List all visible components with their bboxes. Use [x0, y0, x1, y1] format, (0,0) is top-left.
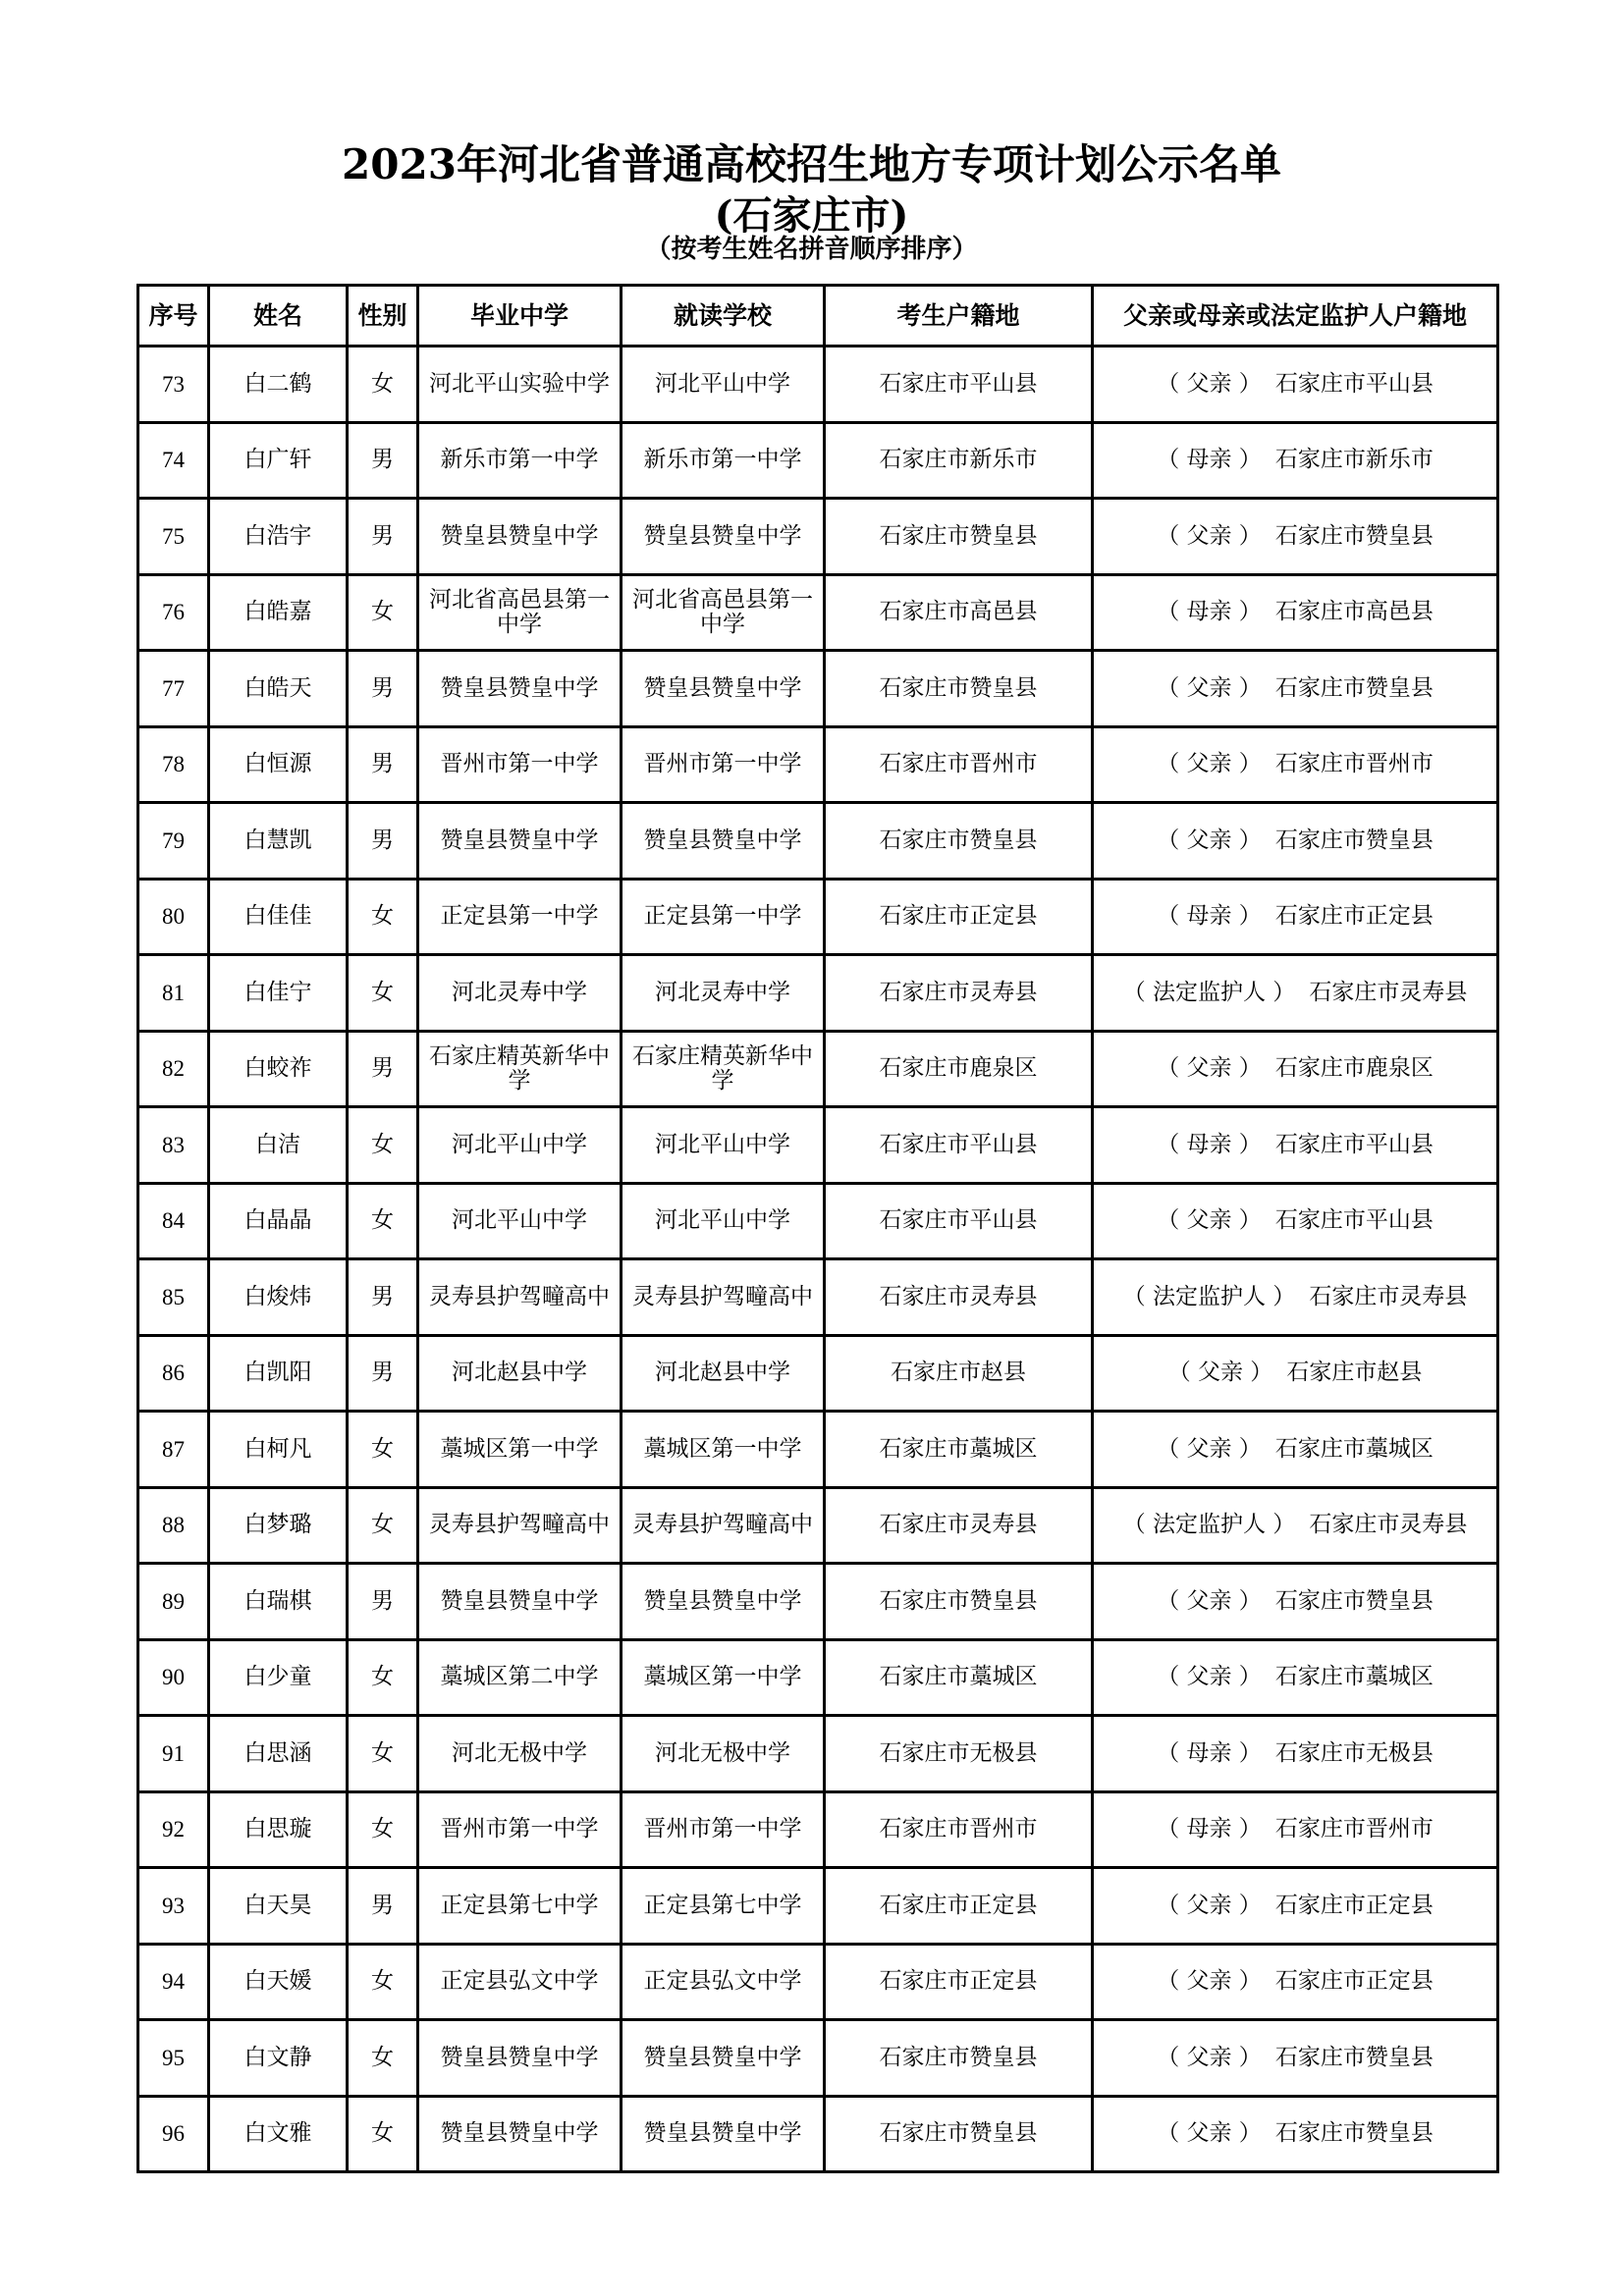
cell-index: 83	[138, 1107, 209, 1184]
guardian-relation: （ 母亲 ）	[1157, 1739, 1262, 1766]
cell-household: 石家庄市无极县	[825, 1716, 1093, 1792]
guardian-relation: （ 母亲 ）	[1157, 1131, 1262, 1157]
cell-household: 石家庄市赞皇县	[825, 499, 1093, 575]
cell-guardian-household	[1093, 1564, 1498, 1640]
cell-name: 白恒源	[209, 726, 348, 803]
cell-graduated-school: 赞皇县赞皇中学	[418, 2096, 622, 2172]
cell-index: 79	[138, 803, 209, 880]
cell-household: 石家庄市赞皇县	[825, 803, 1093, 880]
cell-gender: 女	[348, 1716, 418, 1792]
cell-name: 白梦璐	[209, 1487, 348, 1564]
guardian-relation: （ 父亲 ）	[1157, 370, 1262, 397]
cell-graduated-school: 河北平山中学	[418, 1107, 622, 1184]
cell-name: 白皓嘉	[209, 574, 348, 651]
cell-graduated-school: 河北省高邑县第一中学	[418, 574, 622, 651]
cell-index: 92	[138, 1791, 209, 1868]
cell-gender: 女	[348, 1791, 418, 1868]
table-row	[138, 803, 1498, 880]
cell-household: 石家庄市赞皇县	[825, 2096, 1093, 2172]
cell-graduated-school: 赞皇县赞皇中学	[418, 803, 622, 880]
table-row	[138, 879, 1498, 955]
cell-household: 石家庄市赵县	[825, 1335, 1093, 1412]
cell-gender: 女	[348, 879, 418, 955]
guardian-location: 石家庄市平山县	[1274, 370, 1434, 397]
table-row	[138, 955, 1498, 1032]
cell-guardian-household	[1093, 955, 1498, 1032]
guardian-location: 石家庄市高邑县	[1274, 599, 1434, 625]
cell-gender: 女	[348, 1487, 418, 1564]
header-gender: 性别	[348, 286, 418, 347]
cell-current-school: 赞皇县赞皇中学	[622, 1564, 825, 1640]
cell-name: 白柯凡	[209, 1412, 348, 1488]
cell-current-school: 河北平山中学	[622, 1183, 825, 1259]
cell-household: 石家庄市藁城区	[825, 1639, 1093, 1716]
guardian-location: 石家庄市正定县	[1274, 903, 1434, 930]
cell-graduated-school: 赞皇县赞皇中学	[418, 2020, 622, 2097]
cell-graduated-school: 藁城区第一中学	[418, 1412, 622, 1488]
cell-name: 白佳宁	[209, 955, 348, 1032]
cell-index: 89	[138, 1564, 209, 1640]
cell-guardian-household	[1093, 1487, 1498, 1564]
cell-graduated-school: 石家庄精英新华中学	[418, 1031, 622, 1107]
cell-guardian-household	[1093, 422, 1498, 499]
cell-household: 石家庄市晋州市	[825, 726, 1093, 803]
cell-guardian-household	[1093, 1791, 1498, 1868]
guardian-location: 石家庄市藁城区	[1274, 1435, 1434, 1462]
cell-guardian-household	[1093, 1868, 1498, 1945]
cell-name: 白文雅	[209, 2096, 348, 2172]
cell-household: 石家庄市正定县	[825, 1868, 1093, 1945]
cell-index: 78	[138, 726, 209, 803]
cell-gender: 女	[348, 1107, 418, 1184]
cell-guardian-household	[1093, 1031, 1498, 1107]
cell-name: 白天媛	[209, 1944, 348, 2020]
cell-graduated-school: 河北平山中学	[418, 1183, 622, 1259]
sort-note: （按考生姓名拼音顺序排序）	[645, 235, 978, 264]
cell-graduated-school: 赞皇县赞皇中学	[418, 499, 622, 575]
cell-gender: 女	[348, 1944, 418, 2020]
guardian-location: 石家庄市赞皇县	[1274, 522, 1434, 549]
cell-graduated-school: 晋州市第一中学	[418, 726, 622, 803]
cell-current-school: 河北赵县中学	[622, 1335, 825, 1412]
cell-guardian-household	[1093, 1716, 1498, 1792]
cell-gender: 女	[348, 574, 418, 651]
cell-current-school: 藁城区第一中学	[622, 1412, 825, 1488]
cell-graduated-school: 藁城区第二中学	[418, 1639, 622, 1716]
guardian-location: 石家庄市灵寿县	[1309, 979, 1468, 1005]
cell-current-school: 河北平山中学	[622, 1107, 825, 1184]
cell-gender: 女	[348, 347, 418, 423]
cell-current-school: 河北无极中学	[622, 1716, 825, 1792]
cell-name: 白二鹤	[209, 347, 348, 423]
cell-name: 白文静	[209, 2020, 348, 2097]
table-row	[138, 1183, 1498, 1259]
guardian-relation: （ 法定监护人 ）	[1122, 979, 1296, 1005]
table-row	[138, 1031, 1498, 1107]
cell-household: 石家庄市高邑县	[825, 574, 1093, 651]
cell-name: 白浩宇	[209, 499, 348, 575]
cell-graduated-school: 河北赵县中学	[418, 1335, 622, 1412]
cell-guardian-household	[1093, 2096, 1498, 2172]
header-guardian-household: 父亲或母亲或法定监护人户籍地	[1093, 286, 1498, 347]
cell-gender: 男	[348, 803, 418, 880]
cell-graduated-school: 河北灵寿中学	[418, 955, 622, 1032]
cell-current-school: 藁城区第一中学	[622, 1639, 825, 1716]
guardian-relation: （ 父亲 ）	[1157, 1968, 1262, 1995]
cell-current-school: 河北灵寿中学	[622, 955, 825, 1032]
cell-household: 石家庄市灵寿县	[825, 955, 1093, 1032]
cell-name: 白洁	[209, 1107, 348, 1184]
guardian-relation: （ 母亲 ）	[1157, 599, 1262, 625]
cell-gender: 女	[348, 2096, 418, 2172]
cell-gender: 男	[348, 422, 418, 499]
guardian-location: 石家庄市晋州市	[1274, 751, 1434, 777]
cell-gender: 男	[348, 1868, 418, 1945]
cell-name: 白广轩	[209, 422, 348, 499]
cell-index: 84	[138, 1183, 209, 1259]
table-header-row	[138, 286, 1498, 347]
cell-current-school: 河北平山中学	[622, 347, 825, 423]
guardian-relation: （ 母亲 ）	[1157, 903, 1262, 930]
cell-household: 石家庄市赞皇县	[825, 651, 1093, 727]
cell-index: 95	[138, 2020, 209, 2097]
cell-gender: 女	[348, 955, 418, 1032]
cell-gender: 女	[348, 1412, 418, 1488]
cell-current-school: 晋州市第一中学	[622, 1791, 825, 1868]
guardian-relation: （ 父亲 ）	[1157, 1664, 1262, 1690]
guardian-relation: （ 父亲 ）	[1167, 1360, 1273, 1386]
cell-graduated-school: 灵寿县护驾疃高中	[418, 1259, 622, 1336]
cell-name: 白凯阳	[209, 1335, 348, 1412]
table-row	[138, 1791, 1498, 1868]
cell-name: 白焌炜	[209, 1259, 348, 1336]
cell-current-school: 新乐市第一中学	[622, 422, 825, 499]
cell-household: 石家庄市平山县	[825, 1107, 1093, 1184]
cell-graduated-school: 正定县第一中学	[418, 879, 622, 955]
cell-guardian-household	[1093, 726, 1498, 803]
guardian-relation: （ 父亲 ）	[1157, 674, 1262, 701]
cell-index: 77	[138, 651, 209, 727]
guardian-location: 石家庄市赞皇县	[1274, 1587, 1434, 1614]
guardian-relation: （ 法定监护人 ）	[1122, 1283, 1296, 1309]
cell-current-school: 赞皇县赞皇中学	[622, 499, 825, 575]
cell-household: 石家庄市赞皇县	[825, 1564, 1093, 1640]
cell-guardian-household	[1093, 2020, 1498, 2097]
table-row	[138, 1335, 1498, 1412]
table-row	[138, 574, 1498, 651]
guardian-location: 石家庄市赞皇县	[1274, 2044, 1434, 2070]
cell-graduated-school: 河北无极中学	[418, 1716, 622, 1792]
table-row	[138, 1487, 1498, 1564]
guardian-location: 石家庄市灵寿县	[1309, 1512, 1468, 1538]
cell-guardian-household	[1093, 1183, 1498, 1259]
cell-guardian-household	[1093, 651, 1498, 727]
table-row	[138, 1412, 1498, 1488]
table-row	[138, 1868, 1498, 1945]
cell-graduated-school: 赞皇县赞皇中学	[418, 1564, 622, 1640]
cell-index: 91	[138, 1716, 209, 1792]
cell-gender: 男	[348, 726, 418, 803]
cell-name: 白蛟祚	[209, 1031, 348, 1107]
cell-index: 82	[138, 1031, 209, 1107]
cell-gender: 男	[348, 1335, 418, 1412]
guardian-relation: （ 父亲 ）	[1157, 1587, 1262, 1614]
cell-name: 白佳佳	[209, 879, 348, 955]
cell-guardian-household	[1093, 499, 1498, 575]
cell-name: 白少童	[209, 1639, 348, 1716]
cell-household: 石家庄市正定县	[825, 1944, 1093, 2020]
cell-index: 96	[138, 2096, 209, 2172]
table-row	[138, 2096, 1498, 2172]
guardian-relation: （ 父亲 ）	[1157, 2044, 1262, 2070]
cell-gender: 男	[348, 1259, 418, 1336]
guardian-relation: （ 父亲 ）	[1157, 1207, 1262, 1234]
cell-guardian-household	[1093, 1639, 1498, 1716]
cell-current-school: 赞皇县赞皇中学	[622, 803, 825, 880]
table-row	[138, 2020, 1498, 2097]
cell-household: 石家庄市藁城区	[825, 1412, 1093, 1488]
cell-index: 88	[138, 1487, 209, 1564]
cell-household: 石家庄市正定县	[825, 879, 1093, 955]
cell-household: 石家庄市赞皇县	[825, 2020, 1093, 2097]
cell-index: 76	[138, 574, 209, 651]
table-row	[138, 1564, 1498, 1640]
cell-household: 石家庄市鹿泉区	[825, 1031, 1093, 1107]
header-index: 序号	[138, 286, 209, 347]
cell-graduated-school: 灵寿县护驾疃高中	[418, 1487, 622, 1564]
guardian-location: 石家庄市鹿泉区	[1274, 1055, 1434, 1082]
cell-name: 白思璇	[209, 1791, 348, 1868]
table-row	[138, 1107, 1498, 1184]
guardian-location: 石家庄市赵县	[1286, 1360, 1423, 1386]
cell-index: 93	[138, 1868, 209, 1945]
table-row	[138, 1259, 1498, 1336]
cell-name: 白慧凯	[209, 803, 348, 880]
table-row	[138, 1639, 1498, 1716]
cell-current-school: 赞皇县赞皇中学	[622, 2020, 825, 2097]
cell-current-school: 晋州市第一中学	[622, 726, 825, 803]
table-row	[138, 726, 1498, 803]
header-household: 考生户籍地	[825, 286, 1093, 347]
cell-index: 86	[138, 1335, 209, 1412]
guardian-location: 石家庄市赞皇县	[1274, 2120, 1434, 2147]
admission-list-table	[136, 284, 1499, 2173]
cell-household: 石家庄市平山县	[825, 347, 1093, 423]
guardian-location: 石家庄市晋州市	[1274, 1816, 1434, 1842]
table-row	[138, 651, 1498, 727]
document-subtitle: (石家庄市)	[714, 192, 909, 239]
guardian-relation: （ 母亲 ）	[1157, 1816, 1262, 1842]
cell-graduated-school: 正定县第七中学	[418, 1868, 622, 1945]
table-row	[138, 499, 1498, 575]
cell-current-school: 赞皇县赞皇中学	[622, 651, 825, 727]
guardian-relation: （ 法定监护人 ）	[1122, 1512, 1296, 1538]
guardian-location: 石家庄市灵寿县	[1309, 1283, 1468, 1309]
cell-name: 白皓天	[209, 651, 348, 727]
cell-index: 80	[138, 879, 209, 955]
cell-current-school: 正定县第七中学	[622, 1868, 825, 1945]
guardian-relation: （ 父亲 ）	[1157, 1055, 1262, 1082]
cell-guardian-household	[1093, 1412, 1498, 1488]
cell-guardian-household	[1093, 803, 1498, 880]
cell-household: 石家庄市晋州市	[825, 1791, 1093, 1868]
cell-current-school: 赞皇县赞皇中学	[622, 2096, 825, 2172]
cell-gender: 女	[348, 1639, 418, 1716]
guardian-location: 石家庄市平山县	[1274, 1131, 1434, 1157]
cell-guardian-household	[1093, 1107, 1498, 1184]
cell-guardian-household	[1093, 1335, 1498, 1412]
header-graduated-school: 毕业中学	[418, 286, 622, 347]
guardian-location: 石家庄市藁城区	[1274, 1664, 1434, 1690]
guardian-location: 石家庄市平山县	[1274, 1207, 1434, 1234]
cell-index: 81	[138, 955, 209, 1032]
guardian-relation: （ 父亲 ）	[1157, 1435, 1262, 1462]
cell-household: 石家庄市灵寿县	[825, 1487, 1093, 1564]
cell-index: 85	[138, 1259, 209, 1336]
cell-graduated-school: 河北平山实验中学	[418, 347, 622, 423]
guardian-relation: （ 父亲 ）	[1157, 751, 1262, 777]
guardian-location: 石家庄市正定县	[1274, 1892, 1434, 1918]
document-title: 2023年河北省普通高校招生地方专项计划公示名单	[342, 140, 1281, 188]
cell-index: 94	[138, 1944, 209, 2020]
cell-guardian-household	[1093, 574, 1498, 651]
cell-gender: 男	[348, 1564, 418, 1640]
guardian-location: 石家庄市赞皇县	[1274, 674, 1434, 701]
cell-gender: 男	[348, 499, 418, 575]
guardian-relation: （ 父亲 ）	[1157, 2120, 1262, 2147]
cell-current-school: 正定县弘文中学	[622, 1944, 825, 2020]
cell-gender: 女	[348, 2020, 418, 2097]
cell-index: 74	[138, 422, 209, 499]
cell-graduated-school: 新乐市第一中学	[418, 422, 622, 499]
cell-graduated-school: 赞皇县赞皇中学	[418, 651, 622, 727]
cell-name: 白瑞棋	[209, 1564, 348, 1640]
cell-guardian-household	[1093, 1259, 1498, 1336]
table-row	[138, 1944, 1498, 2020]
cell-guardian-household	[1093, 1944, 1498, 2020]
cell-gender: 男	[348, 1031, 418, 1107]
table-row	[138, 422, 1498, 499]
cell-current-school: 灵寿县护驾疃高中	[622, 1259, 825, 1336]
cell-index: 87	[138, 1412, 209, 1488]
guardian-relation: （ 父亲 ）	[1157, 522, 1262, 549]
cell-household: 石家庄市平山县	[825, 1183, 1093, 1259]
cell-current-school: 正定县第一中学	[622, 879, 825, 955]
cell-index: 73	[138, 347, 209, 423]
cell-name: 白晶晶	[209, 1183, 348, 1259]
header-current-school: 就读学校	[622, 286, 825, 347]
guardian-relation: （ 父亲 ）	[1157, 1892, 1262, 1918]
cell-gender: 女	[348, 1183, 418, 1259]
table-row	[138, 347, 1498, 423]
guardian-location: 石家庄市无极县	[1274, 1739, 1434, 1766]
cell-graduated-school: 晋州市第一中学	[418, 1791, 622, 1868]
cell-index: 75	[138, 499, 209, 575]
cell-current-school: 灵寿县护驾疃高中	[622, 1487, 825, 1564]
cell-current-school: 石家庄精英新华中学	[622, 1031, 825, 1107]
cell-guardian-household	[1093, 347, 1498, 423]
guardian-relation: （ 父亲 ）	[1157, 827, 1262, 853]
cell-household: 石家庄市新乐市	[825, 422, 1093, 499]
table-row	[138, 1716, 1498, 1792]
cell-name: 白天昊	[209, 1868, 348, 1945]
cell-index: 90	[138, 1639, 209, 1716]
cell-graduated-school: 正定县弘文中学	[418, 1944, 622, 2020]
cell-gender: 男	[348, 651, 418, 727]
cell-household: 石家庄市灵寿县	[825, 1259, 1093, 1336]
header-name: 姓名	[209, 286, 348, 347]
cell-guardian-household	[1093, 879, 1498, 955]
guardian-location: 石家庄市赞皇县	[1274, 827, 1434, 853]
guardian-location: 石家庄市正定县	[1274, 1968, 1434, 1995]
cell-name: 白思涵	[209, 1716, 348, 1792]
guardian-relation: （ 母亲 ）	[1157, 447, 1262, 473]
cell-current-school: 河北省高邑县第一中学	[622, 574, 825, 651]
guardian-location: 石家庄市新乐市	[1274, 447, 1434, 473]
